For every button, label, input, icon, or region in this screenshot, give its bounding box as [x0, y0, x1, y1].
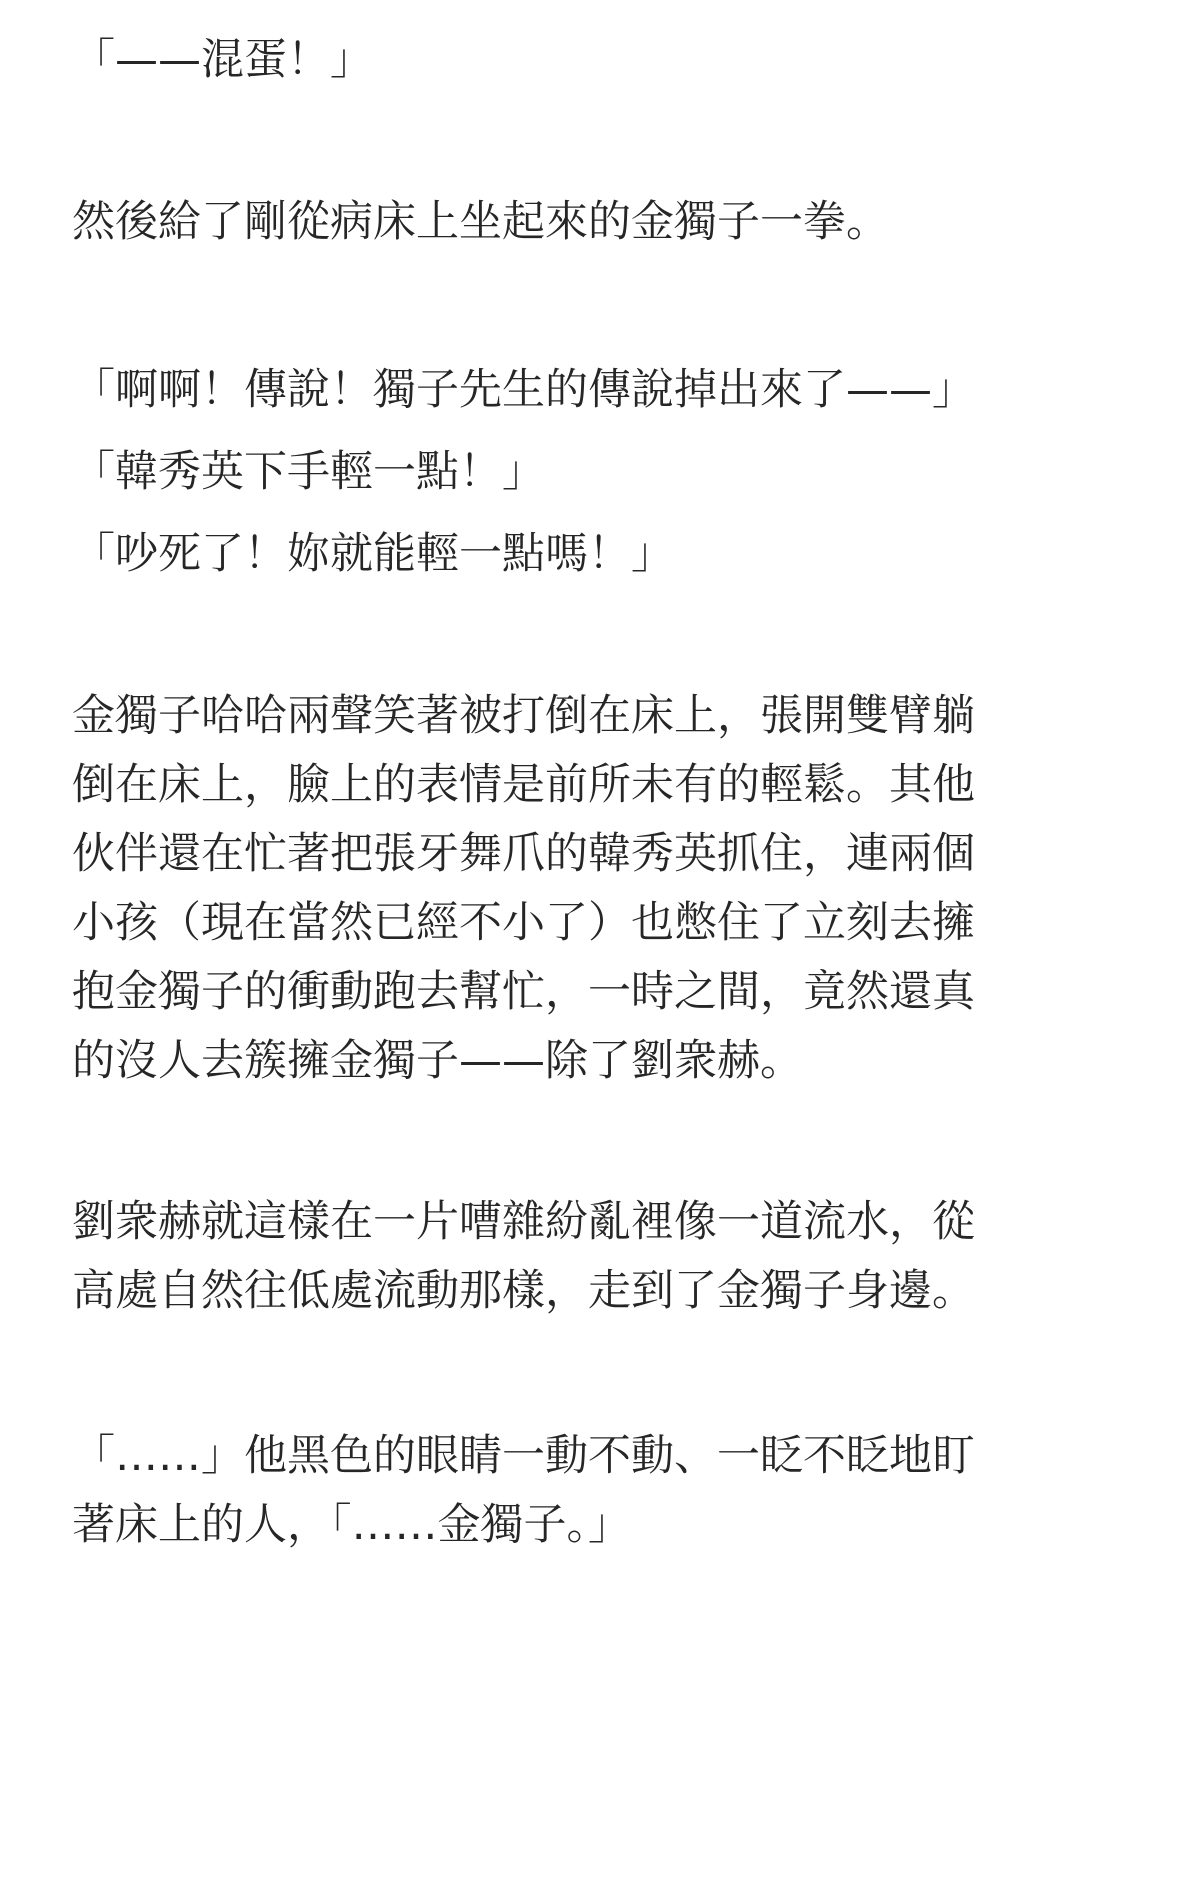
- dialogue-line: 「吵死了！妳就能輕一點嗎！」: [72, 529, 674, 579]
- narration-line: 小孩（現在當然已經不小了）也憋住了立刻去擁: [72, 898, 975, 948]
- dialogue-line: 「韓秀英下手輕一點！」: [72, 447, 545, 497]
- narration-line: 的沒人去簇擁金獨子——除了劉衆赫。: [72, 1036, 803, 1086]
- narration-line: 然後給了剛從病床上坐起來的金獨子一拳。: [72, 197, 889, 247]
- narration-line: 倒在床上，臉上的表情是前所未有的輕鬆。其他: [72, 760, 975, 810]
- dialogue-line: 「——混蛋！」: [72, 35, 373, 85]
- narration-line: 金獨子哈哈兩聲笑著被打倒在床上，張開雙臂躺: [72, 691, 975, 741]
- narration-line: 劉衆赫就這樣在一片嘈雜紛亂裡像一道流水，從: [72, 1197, 975, 1247]
- dialogue-line: 「啊啊！傳說！獨子先生的傳說掉出來了——」: [72, 365, 975, 415]
- narration-line: 著床上的人，「……金獨子。」: [72, 1500, 631, 1550]
- narration-line: 「……」他黑色的眼睛一動不動、一眨不眨地盯: [72, 1431, 975, 1481]
- narration-line: 伙伴還在忙著把張牙舞爪的韓秀英抓住，連兩個: [72, 829, 975, 879]
- narration-line: 抱金獨子的衝動跑去幫忙，一時之間，竟然還真: [72, 967, 975, 1017]
- narration-line: 高處自然往低處流動那樣，走到了金獨子身邊。: [72, 1266, 975, 1316]
